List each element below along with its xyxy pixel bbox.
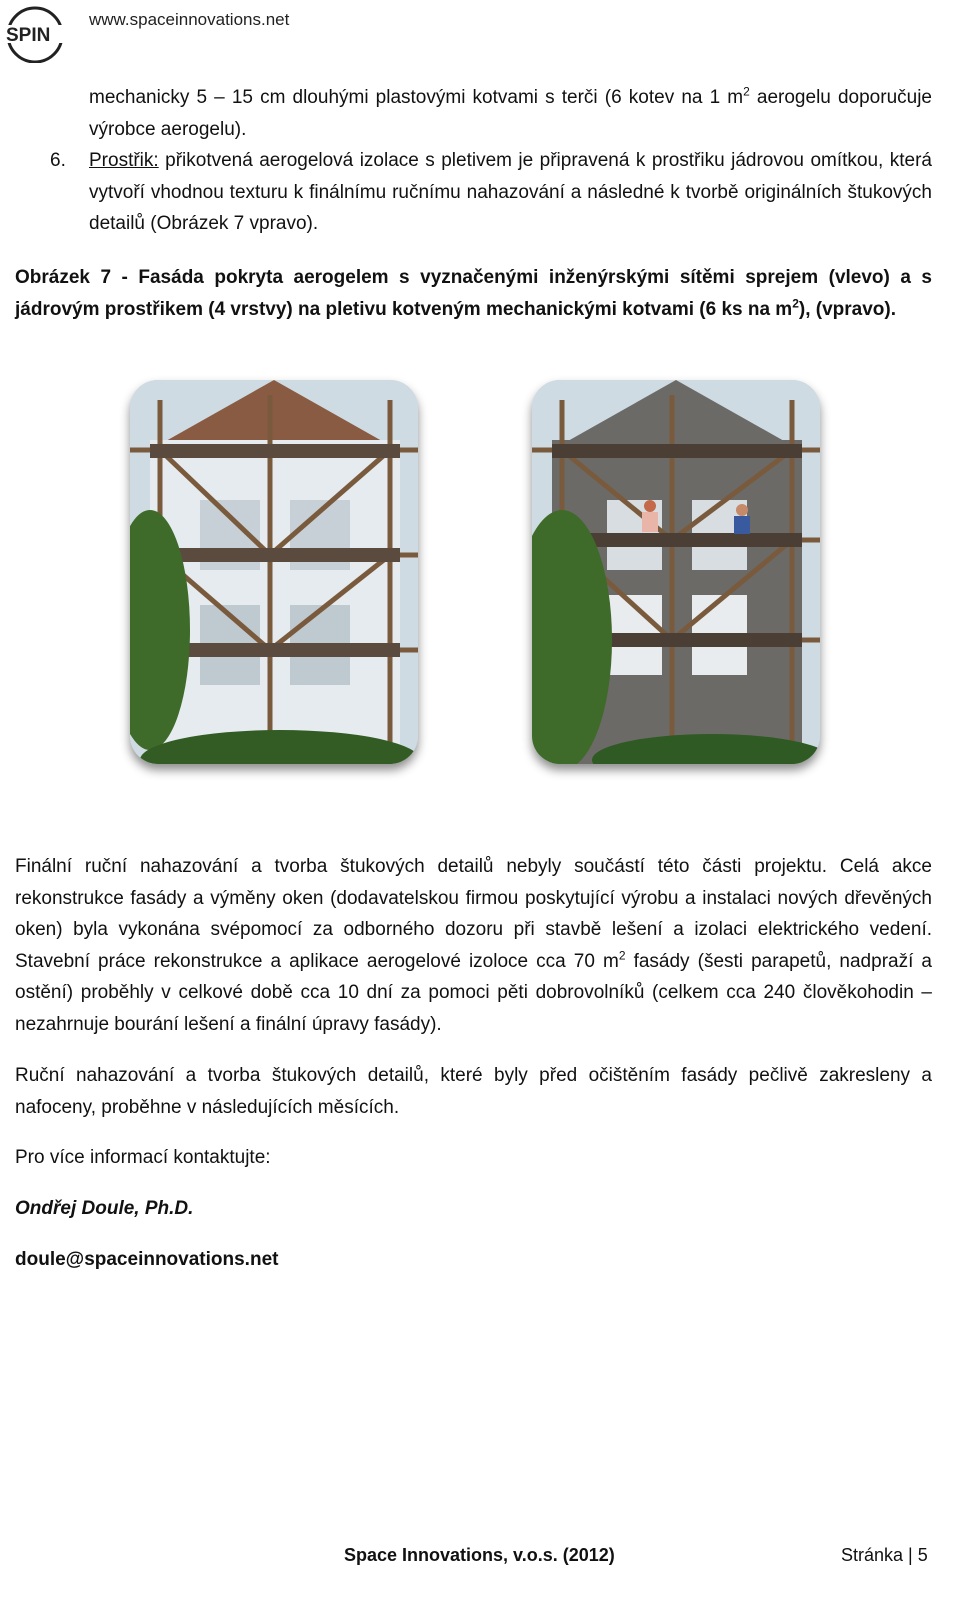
figure-caption: Obrázek 7 - Fasáda pokryta aerogelem s vyznačenými inženýrskými sítěmi sprejem (vlevo) a s jádrovým prostřikem (4 vrstvy) na pletivu kotveným mechanickými kotvami (6 ks na $m^2$), (vpravo).	[15, 267, 932, 320]
page-header	[0, 0, 960, 64]
list-item-6	[50, 145, 932, 240]
list-term: Prostřik:	[89, 150, 159, 171]
site-url: www.spaceinnovations.net	[89, 10, 290, 29]
paragraph-project-summary: Finální ruční nahazování a tvorba štukových detailů nebyly součástí této části projektu. Celá akce rekonstrukce fasády a výměny oken (dodavatelskou firmou poskytující výrobu a instalaci nových dřevěných oken) byla vykonána svépomocí za odborného dozoru při stavbě lešení a izolaci elektrického vedení. Stavební práce rekonstrukce a aplikace aerogelové izoloce cca 70 $m^2$ fasády (šesti parapetů, nadpraží a ostění) proběhly v celkové době cca 10 dní za pomoci pěti dobrovolníků (celkem cca 240 člověkohodin – nezahrnuje bourání lešení a finální úpravy fasády).	[15, 856, 932, 1035]
list-number: 6.	[50, 150, 66, 171]
photo-facade-core-spray	[532, 380, 820, 764]
contact-email[interactable]: doule@spaceinnovations.net	[15, 1249, 279, 1270]
spin-logo	[2, 3, 72, 69]
list-item-body: Prostřik: přikotvená aerogelová izolace s pletivem je připravená k prostřiku jádrovou omítkou, která vytvoří vhodnou texturu k finálnímu ručnímu nahazování a následné k tvorbě originálních štukových detailů (Obrázek 7 vpravo).	[89, 150, 932, 234]
list-item-continuation: mechanicky 5 – 15 cm dlouhými plastovými kotvami s terči (6 kotev na 1 $m^2$ aerogelu doporučuje výrobce aerogelu).	[89, 84, 932, 140]
footer-page-number: Stránka | 5	[841, 1545, 928, 1565]
contact-name: Ondřej Doule, Ph.D.	[15, 1198, 194, 1219]
paragraph-contact-intro: Pro více informací kontaktujte:	[15, 1147, 271, 1168]
logo-text: SPIN	[6, 25, 51, 46]
footer-company: Space Innovations, v.o.s. (2012)	[344, 1545, 615, 1565]
photo-facade-aerogel	[130, 380, 418, 764]
paragraph-next-steps: Ruční nahazování a tvorba štukových detailů, které byly před očištěním fasády pečlivě zakresleny a nafoceny, proběhne v následujících měsících.	[15, 1065, 932, 1118]
